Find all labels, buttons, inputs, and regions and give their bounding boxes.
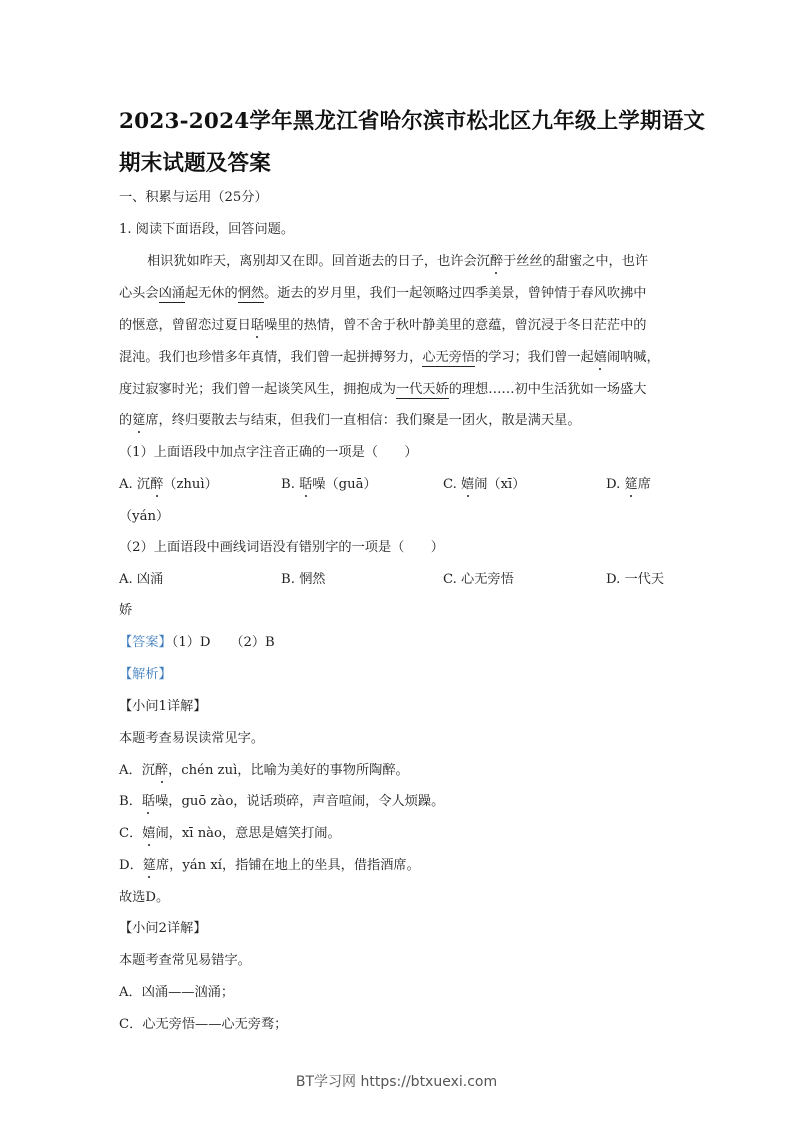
section-heading: 一、积累与运用（25分） (119, 190, 268, 205)
text: B. (281, 477, 300, 492)
dotted-char: 醉 (154, 763, 169, 778)
dotted-char: 醉 (150, 477, 164, 492)
sub1-option-b (281, 476, 377, 494)
detail-1-item-d (119, 857, 420, 875)
text: 。逝去的岁月里，我们一起领略过四季美景，曾钟情于春风吹拂中 (264, 286, 647, 301)
dotted-char: 嬉 (142, 826, 156, 841)
dotted-char: 筵 (142, 858, 156, 873)
answer-line (119, 634, 275, 652)
sub-question-1-prompt: （1）上面语段中加点字注音正确的一项是（ ） (119, 445, 418, 460)
text: D. (606, 477, 625, 492)
sub2-option-d-wrap: 娇 (119, 603, 133, 618)
text: ，chén zuì，比喻为美好的事物所陶醉。 (168, 763, 409, 778)
text: 席，yán xí，指铺在地上的坐具，借指酒席。 (155, 858, 420, 873)
text: （zhuì） (163, 477, 218, 492)
underlined-word: 惘然 (237, 286, 265, 301)
sub1-option-d (606, 476, 651, 494)
text: 闹，xī nào，意思是嬉笑打闹。 (155, 826, 341, 841)
text: C． (119, 826, 143, 841)
text: 噪里的热情，曾不舍于秋叶静美里的意蕴，曾沉浸于冬日茫茫中的 (264, 318, 647, 333)
dotted-char: 醉 (489, 254, 504, 269)
passage-line-1 (147, 253, 648, 271)
detail-2-intro: 本题考查常见易错字。 (119, 953, 251, 968)
detail-2-heading: 【小问2详解】 (119, 921, 207, 936)
document-title-line-2: 期末试题及答案 (119, 151, 271, 176)
underlined-word: 心无旁悟 (422, 350, 476, 365)
dotted-char: 聒 (141, 794, 156, 809)
text: 的理想……初中生活犹如一场盛大 (448, 382, 647, 397)
passage-line-3 (119, 317, 647, 335)
text: 闹呐喊， (606, 350, 660, 365)
text: 相识犹如昨天，离别却又在即。回首逝去的日子，也许会沉 (147, 254, 490, 269)
dotted-char: 筵 (624, 477, 638, 492)
document-title-line-1: 2023-2024学年黑龙江省哈尔滨市松北区九年级上学期语文 (119, 109, 706, 134)
detail-2-item-c: C．心无旁悟——心无旁骛； (119, 1017, 288, 1032)
sub2-option-d: D. 一代天 (606, 572, 665, 587)
detail-1-intro: 本题考查易误读常见字。 (119, 731, 265, 746)
text: 于丝丝的甜蜜之中，也许 (503, 254, 649, 269)
detail-1-item-b (119, 793, 444, 811)
sub1-option-c (443, 476, 525, 494)
text: 的学习；我们曾一起 (475, 350, 594, 365)
detail-1-item-a (119, 762, 409, 780)
text: 的惬意，曾留恋过夏日 (119, 318, 251, 333)
sub1-option-d-wrap: （yán） (119, 509, 170, 524)
detail-2-item-a: A．凶涌——汹涌； (119, 985, 235, 1000)
text: 席，终归要散去与结束，但我们一直相信：我们聚是一团火，散是满天星。 (145, 413, 581, 428)
text: 心头会 (119, 286, 159, 301)
dotted-char: 聒 (250, 318, 265, 333)
passage-line-4 (119, 349, 660, 367)
passage-line-2 (119, 285, 647, 303)
text: 的 (119, 413, 133, 428)
text: 席 (637, 477, 651, 492)
detail-1-heading: 【小问1详解】 (119, 699, 207, 714)
dotted-char: 嬉 (461, 477, 475, 492)
analysis-label: 【解析】 (119, 667, 172, 682)
dotted-char: 嬉 (593, 350, 607, 365)
text: B． (119, 794, 142, 809)
underlined-word: 一代天娇 (395, 382, 449, 397)
dotted-char: 聒 (299, 477, 313, 492)
sub2-option-a: A. 凶涌 (119, 572, 164, 587)
text: A．沉 (119, 763, 155, 778)
sub1-option-a (119, 476, 218, 494)
dotted-char: 筵 (132, 413, 146, 428)
sub2-option-c: C. 心无旁悟 (443, 572, 514, 587)
answer-value: （1）D （2）B (171, 635, 275, 650)
text: 度过寂寥时光；我们曾一起谈笑风生，拥抱成为 (119, 382, 396, 397)
text: D． (119, 858, 143, 873)
sub2-option-b: B. 惘然 (281, 572, 326, 587)
passage-line-6 (119, 412, 581, 430)
question-1-prompt: 1. 阅读下面语段，回答问题。 (119, 222, 295, 237)
passage-line-5 (119, 381, 647, 399)
text: C. (443, 477, 462, 492)
text: A. 沉 (119, 477, 151, 492)
detail-1-item-c (119, 825, 341, 843)
text: 噪（guā） (312, 477, 377, 492)
text: 闹（xī） (474, 477, 526, 492)
underlined-word: 凶涌 (158, 286, 185, 301)
sub-question-2-prompt: （2）上面语段中画线词语没有错别字的一项是（ ） (119, 540, 444, 555)
text: 噪，guō zào，说话琐碎，声音喧闹，令人烦躁。 (155, 794, 445, 809)
detail-1-conclusion: 故选D。 (119, 890, 170, 905)
text: 混沌。我们也珍惜多年真情，我们曾一起拼搏努力， (119, 350, 423, 365)
footer-watermark: BT学习网 https://btxuexi.com (295, 1074, 498, 1090)
text: 起无休的 (184, 286, 238, 301)
answer-label: 【答案】 (119, 635, 172, 650)
